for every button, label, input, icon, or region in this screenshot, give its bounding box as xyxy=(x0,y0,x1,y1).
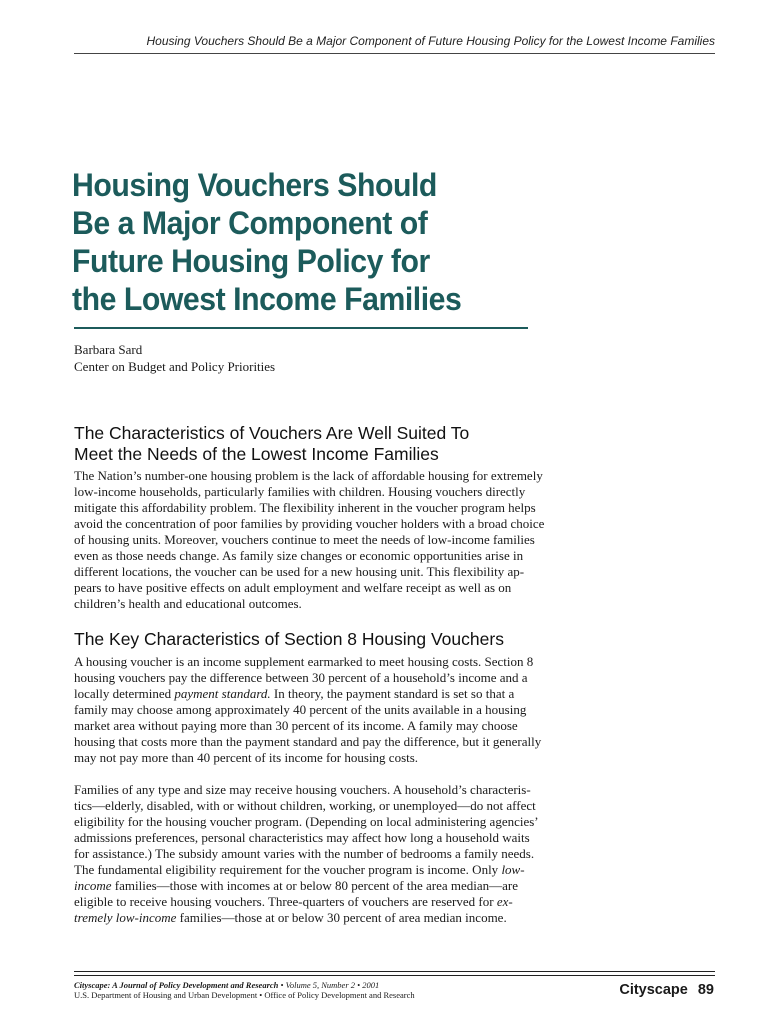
text-line: A housing voucher is an income supplement earmarked to meet housing costs. Section 8 xyxy=(74,654,534,669)
footer-brand: Cityscape xyxy=(619,982,688,998)
footer-page-label xyxy=(619,982,714,998)
section-heading xyxy=(74,629,634,650)
body-paragraph xyxy=(74,654,634,766)
author-affiliation: Center on Budget and Policy Priorities xyxy=(74,359,276,374)
running-head: Housing Vouchers Should Be a Major Component of Future Housing Policy for the Lowest Income Families xyxy=(146,34,715,48)
page-number: 89 xyxy=(697,982,714,998)
footer-rule xyxy=(74,971,715,972)
title-line: Housing Vouchers Should xyxy=(72,167,437,203)
text-line: may not pay more than 40 percent of its income for housing costs. xyxy=(74,750,419,765)
text-run: families—those with incomes at or below 80 percent of the area median—are xyxy=(111,878,519,893)
section-heading-line: The Characteristics of Vouchers Are Well Suited To xyxy=(74,423,470,443)
volume-info: • Volume 5, Number 2 • 2001 xyxy=(278,980,380,990)
text-run: eligible to receive housing vouchers. Three-quarters of vouchers are reserved for xyxy=(74,894,497,909)
text-run: locally determined xyxy=(74,686,175,701)
text-line xyxy=(74,894,634,910)
text-line: housing vouchers pay the difference between 30 percent of a household’s income and a xyxy=(74,670,528,685)
title-line: the Lowest Income Families xyxy=(72,281,462,317)
text-line: mitigate this affordability problem. The flexibility inherent in the voucher program helps xyxy=(74,500,536,515)
body-paragraph xyxy=(74,782,634,926)
emphasis-term: payment standard. xyxy=(174,686,271,701)
text-line: children’s health and educational outcomes. xyxy=(74,596,302,611)
section-heading-line: Meet the Needs of the Lowest Income Families xyxy=(74,444,439,464)
text-line: Families of any type and size may receive housing vouchers. A household’s characteris- xyxy=(74,782,531,797)
section-characteristics xyxy=(74,423,634,612)
text-line: pears to have positive effects on adult employment and welfare receipt as well as on xyxy=(74,580,512,595)
footer-citation xyxy=(74,980,415,1000)
journal-name: Cityscape: A Journal of Policy Development and Research xyxy=(74,980,279,990)
text-line: for assistance.) The subsidy amount varies with the number of bedrooms a family needs. xyxy=(74,846,535,861)
author-block xyxy=(74,341,275,375)
text-line: tics—elderly, disabled, with or without children, working, or unemployed—do not affect xyxy=(74,798,536,813)
text-run: In theory, the payment standard is set so that a xyxy=(270,686,515,701)
emphasis-term: income xyxy=(74,878,112,893)
title-rule xyxy=(74,327,528,329)
text-line: The Nation’s number-one housing problem is the lack of affordable housing for extremely xyxy=(74,468,543,483)
header-rule xyxy=(74,53,715,54)
author-name: Barbara Sard xyxy=(74,342,143,357)
footer-journal-line xyxy=(74,980,415,990)
text-run: families—those at or below 30 percent of area median income. xyxy=(176,910,507,925)
footer-publisher-line: U.S. Department of Housing and Urban Development • Office of Policy Development and Research xyxy=(74,990,415,1000)
text-line: different locations, the voucher can be used for a new housing unit. This flexibility ap- xyxy=(74,564,525,579)
text-line xyxy=(74,910,634,926)
text-line: even as those needs change. As family size changes or economic opportunities arise in xyxy=(74,548,524,563)
title-line: Future Housing Policy for xyxy=(72,243,430,279)
footer-rule xyxy=(74,975,715,976)
body-paragraph xyxy=(74,468,634,612)
article-title xyxy=(72,166,509,318)
text-line: avoid the concentration of poor families by providing voucher holders with a broad choice xyxy=(74,516,545,531)
section-key-characteristics xyxy=(74,629,634,926)
text-line: market area without paying more than 30 percent of its income. A family may choose xyxy=(74,718,518,733)
text-line: housing that costs more than the payment standard and pay the difference, but it generally xyxy=(74,734,542,749)
text-line: family may choose among approximately 40 percent of the units available in a housing xyxy=(74,702,527,717)
emphasis-term: tremely low-income xyxy=(74,910,177,925)
title-line: Be a Major Component of xyxy=(72,205,428,241)
emphasis-term: ex- xyxy=(496,894,513,909)
section-heading xyxy=(74,423,634,465)
section-heading-line: The Key Characteristics of Section 8 Housing Vouchers xyxy=(74,629,504,649)
text-line: of housing units. Moreover, vouchers continue to meet the needs of low-income families xyxy=(74,532,535,547)
text-line: admissions preferences, personal characteristics may affect how long a household waits xyxy=(74,830,530,845)
text-line: low-income households, particularly families with children. Housing vouchers directly xyxy=(74,484,526,499)
text-line xyxy=(74,686,634,702)
text-line xyxy=(74,862,634,878)
text-run: The fundamental eligibility requirement for the voucher program is income. Only xyxy=(74,862,502,877)
text-line: eligibility for the housing voucher program. (Depending on local administering agencies’ xyxy=(74,814,539,829)
text-line xyxy=(74,878,634,894)
emphasis-term: low- xyxy=(501,862,525,877)
